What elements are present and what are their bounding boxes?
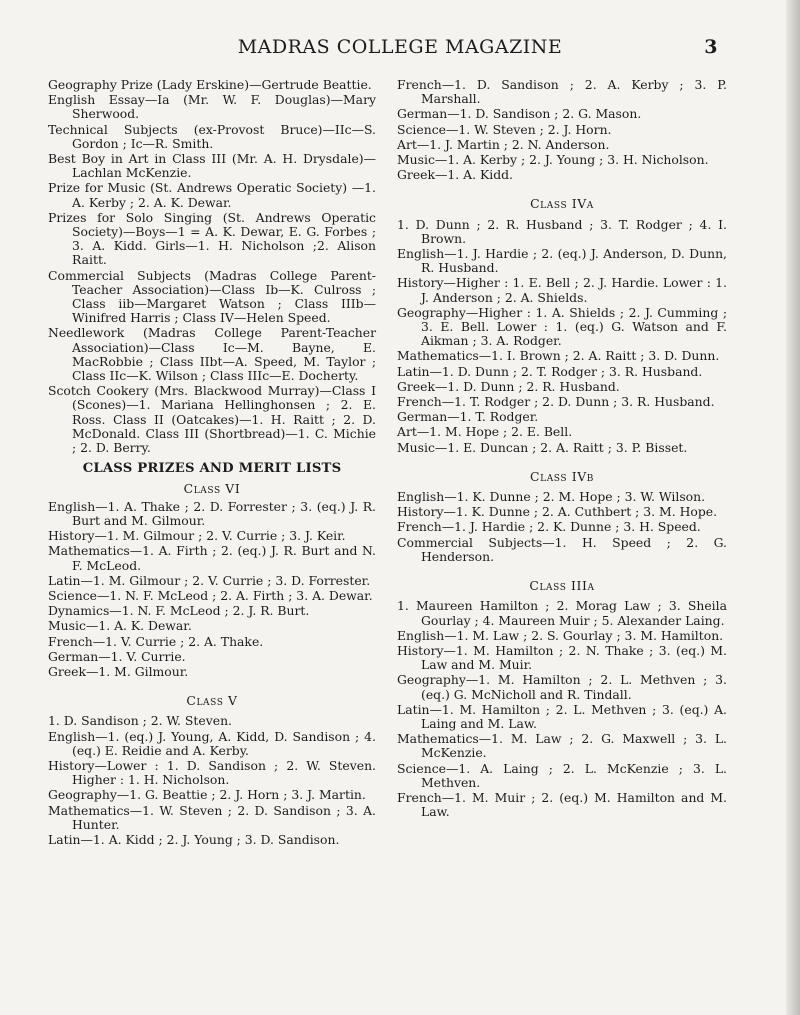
list-item: English—1. M. Law ; 2. S. Gourlay ; 3. M. Hamilton. [397,627,724,643]
class-ivb-list [397,490,727,564]
class-iiia-list [397,599,727,819]
list-item: 1. D. Sandison ; 2. W. Steven. [48,713,232,729]
list-item: Science—1. A. Laing ; 2. L. McKenzie ; 3. L. Methven. [397,760,727,790]
list-item: History—1. M. Hamilton ; 2. N. Thake ; 3. (eq.) M. Law and M. Muir. [397,642,727,673]
magazine-title: MADRAS COLLEGE MAGAZINE [237,36,563,58]
list-item: Latin—1. D. Dunn ; 2. T. Rodger ; 3. R. Husband. [397,363,703,379]
list-item: French—1. J. Hardie ; 2. K. Dunne ; 3. H. Speed. [397,519,701,535]
list-item: English—1. K. Dunne ; 2. M. Hope ; 3. W. Wilson. [397,489,706,505]
class-v-continued-list [397,78,727,182]
list-item: Science—1. N. F. McLeod ; 2. A. Firth ; 3. A. Dewar. [48,587,373,603]
list-item: History—1. K. Dunne ; 2. A. Cuthbert ; 3. M. Hope. [397,504,718,520]
prize-solo-singing: Prizes for Solo Singing (St. Andrews Operatic Society)—Boys—1 = A. K. Dewar, E. G. Forbes ; 3. A. Kidd. Girls—1. H. Nicholson ;2. Alison Raitt. [48,209,376,268]
list-item: History—1. M. Gilmour ; 2. V. Currie ; 3. J. Keir. [48,528,346,544]
list-item: Greek—1. A. Kidd. [397,167,513,183]
prize-scotch-cookery: Scotch Cookery (Mrs. Blackwood Murray)—Class I (Scones)—1. Mariana Hellinghonsen ; 2. E. Ross. Class II (Oatcakes)—1. H. Raitt ; 2. D. McDonald. Class III (Shortbread)—1. C. Michie ; 2. D. Berry. [48,383,376,456]
list-item: English—1. A. Thake ; 2. D. Forrester ; 3. (eq.) J. R. Burt and M. Gilmour. [48,498,376,528]
merit-lists-heading: CLASS PRIZES AND MERIT LISTS [82,461,342,477]
list-item: Latin—1. M. Hamilton ; 2. L. Methven ; 3. (eq.) A. Laing and M. Law. [397,701,727,731]
class-ivb-heading: Class IVb [530,468,594,484]
list-item: French—1. M. Muir ; 2. (eq.) M. Hamilton and M. Law. [397,789,727,820]
list-item: German—1. V. Currie. [48,648,186,664]
list-item: Greek—1. M. Gilmour. [48,663,189,679]
list-item: Art—1. J. Martin ; 2. N. Anderson. [397,136,610,152]
list-item: English—1. (eq.) J. Young, A. Kidd, D. Sandison ; 4. (eq.) E. Reidie and A. Kerby. [48,728,376,758]
prize-needlework: Needlework (Madras College Parent-Teacher Association)—Class Ic—M. Bayne, E. MacRobbie ; Class IIbt—A. Speed, M. Taylor ; Class IIc—K. Wilson ; Class IIIc—E. Docherty. [48,325,376,384]
list-item: Greek—1. D. Dunn ; 2. R. Husband. [397,378,620,394]
list-item: German—1. T. Rodger. [397,409,539,425]
class-iva-heading: Class IVa [530,196,594,212]
list-item: Science—1. W. Steven ; 2. J. Horn. [397,121,612,137]
running-head [0,36,800,62]
class-v-list [48,714,376,847]
list-item: Geography—1. M. Hamilton ; 2. L. Methven ; 3. (eq.) G. McNicholl and R. Tindall. [397,672,727,702]
list-item: Art—1. M. Hope ; 2. E. Bell. [397,424,573,440]
page-number: 3 [704,36,718,58]
list-item: Geography—Higher : 1. A. Shields ; 2. J. Cumming ; 3. E. Bell. Lower : 1. (eq.) G. Watson and F. Aikman ; 3. A. Rodger. [397,304,727,349]
list-item: French—1. T. Rodger ; 2. D. Dunn ; 3. R. Husband. [397,394,715,410]
class-iiia-heading: Class IIIa [529,578,595,594]
list-item: 1. D. Dunn ; 2. R. Husband ; 3. T. Rodger ; 4. I. Brown. [397,216,727,246]
list-item: Geography—1. G. Beattie ; 2. J. Horn ; 3. J. Martin. [48,787,366,803]
prize-geography: Geography Prize (Lady Erskine)—Gertrude Beattie. [48,77,372,92]
list-item: History—Lower : 1. D. Sandison ; 2. W. Steven. Higher : 1. H. Nicholson. [48,757,376,788]
list-item: History—Higher : 1. E. Bell ; 2. J. Hardie. Lower : 1. J. Anderson ; 2. A. Shields. [397,275,727,305]
special-prizes-list [48,78,376,455]
left-column [48,78,376,848]
class-vi-list [48,500,376,679]
list-item: Mathematics—1. W. Steven ; 2. D. Sandison ; 3. A. Hunter. [48,802,376,832]
list-item: English—1. J. Hardie ; 2. (eq.) J. Anderson, D. Dunn, R. Husband. [397,246,727,276]
list-item: French—1. D. Sandison ; 2. A. Kerby ; 3. P. Marshall. [397,77,727,107]
prize-commercial-subjects: Commercial Subjects (Madras College Parent-Teacher Association)—Class Ib—K. Culross ; Class iib—Margaret Watson ; Class IIIb—Winifred Harris ; Class IV—Helen Speed. [48,267,376,326]
prize-music: Prize for Music (St. Andrews Operatic Society) —1. A. Kerby ; 2. A. K. Dewar. [48,180,376,210]
list-item: Music—1. A. K. Dewar. [48,618,192,634]
page-edge-shadow [786,0,800,1015]
prize-technical-subjects: Technical Subjects (ex-Provost Bruce)—IIc—S. Gordon ; Ic—R. Smith. [48,121,376,151]
class-v-heading: Class V [186,693,238,709]
class-vi-heading: Class VI [183,481,241,497]
list-item: Music—1. E. Duncan ; 2. A. Raitt ; 3. P. Bisset. [397,439,688,455]
prize-best-boy-art: Best Boy in Art in Class III (Mr. A. H. Drysdale)—Lachlan McKenzie. [48,151,376,181]
right-column [397,78,727,820]
list-item: Mathematics—1. A. Firth ; 2. (eq.) J. R. Burt and N. F. McLeod. [48,543,376,573]
list-item: Dynamics—1. N. F. McLeod ; 2. J. R. Burt. [48,603,310,619]
list-item: Music—1. A. Kerby ; 2. J. Young ; 3. H. Nicholson. [397,152,709,168]
list-item: French—1. V. Currie ; 2. A. Thake. [48,633,264,649]
list-item: Latin—1. A. Kidd ; 2. J. Young ; 3. D. Sandison. [48,831,340,847]
list-item: German—1. D. Sandison ; 2. G. Mason. [397,106,642,122]
class-iva-list [397,218,727,455]
list-item: Mathematics—1. I. Brown ; 2. A. Raitt ; 3. D. Dunn. [397,348,720,364]
prize-english-essay: English Essay—Ia (Mr. W. F. Douglas)—Mary Sherwood. [48,92,376,122]
list-item: Mathematics—1. M. Law ; 2. G. Maxwell ; 3. L. McKenzie. [397,731,727,761]
list-item: Commercial Subjects—1. H. Speed ; 2. G. Henderson. [397,534,727,564]
list-item: Latin—1. M. Gilmour ; 2. V. Currie ; 3. D. Forrester. [48,572,371,588]
list-item: 1. Maureen Hamilton ; 2. Morag Law ; 3. Sheila Gourlay ; 4. Maureen Muir ; 5. Alexander Laing. [397,598,727,628]
